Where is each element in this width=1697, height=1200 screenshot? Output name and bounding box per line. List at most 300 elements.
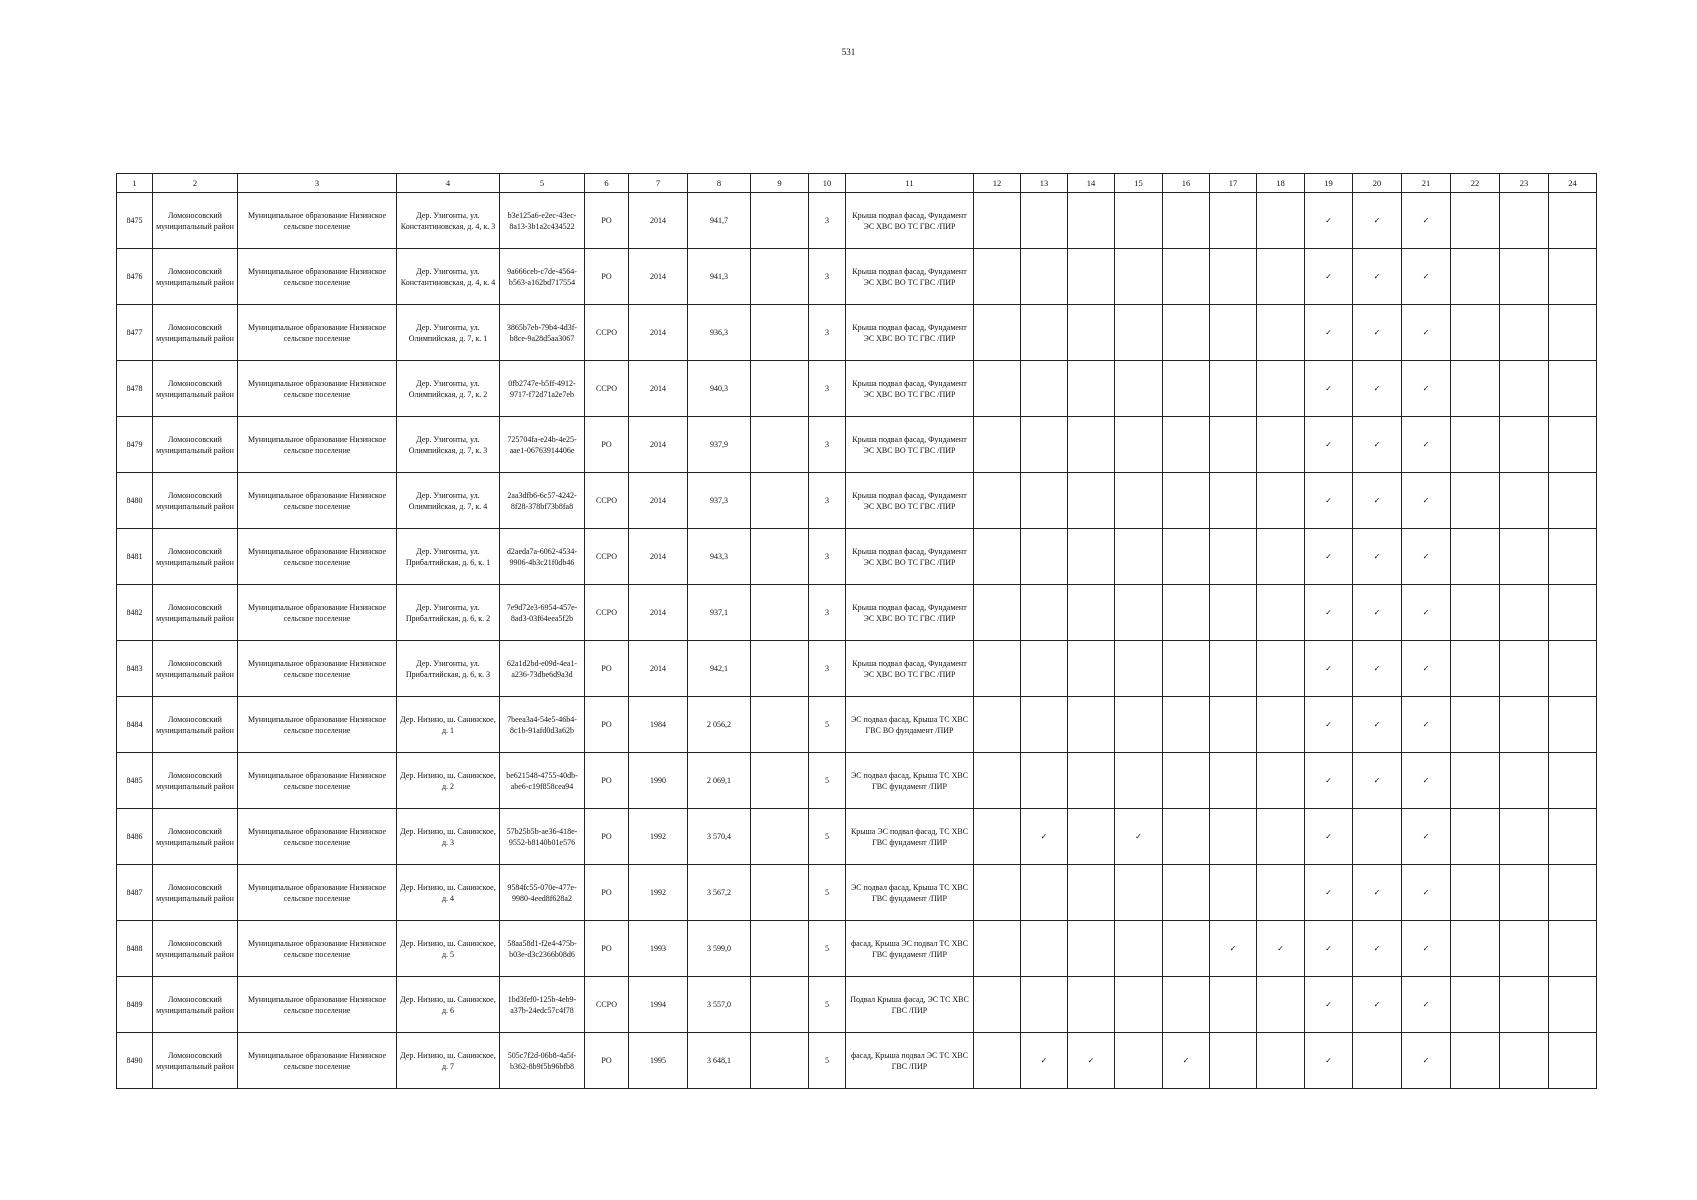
- area-cell: 3 599,0: [688, 921, 751, 977]
- district-cell: Ломоносовский муниципальный район: [153, 753, 238, 809]
- empty-cell: [1257, 193, 1305, 249]
- row-number: 8475: [117, 193, 153, 249]
- municipality-cell: Муниципальное образование Низинское сельское поселение: [238, 921, 397, 977]
- col9-cell: [751, 193, 809, 249]
- municipality-cell: Муниципальное образование Низинское сельское поселение: [238, 193, 397, 249]
- municipality-cell: Муниципальное образование Низинское сельское поселение: [238, 977, 397, 1033]
- area-cell: 3 648,1: [688, 1033, 751, 1089]
- district-cell: Ломоносовский муниципальный район: [153, 529, 238, 585]
- area-cell: 941,7: [688, 193, 751, 249]
- area-cell: 940,3: [688, 361, 751, 417]
- row-number: 8476: [117, 249, 153, 305]
- empty-cell: [1021, 249, 1068, 305]
- empty-cell: [1021, 585, 1068, 641]
- empty-cell: [974, 809, 1021, 865]
- guid-cell: d2aeda7a-6062-4534-9906-4b3c21f0db46: [500, 529, 585, 585]
- table-row: [117, 697, 1597, 753]
- works-cell: фасад, Крыша ЭС подвал ТС ХВС ГВС фундамент /ПИР: [846, 921, 974, 977]
- column-header-15: 15: [1115, 174, 1163, 193]
- column-header-21: 21: [1402, 174, 1451, 193]
- municipality-cell: Муниципальное образование Низинское сельское поселение: [238, 697, 397, 753]
- checkmark-icon: ✓: [1402, 417, 1451, 473]
- works-cell: Крыша подвал фасад, Фундамент ЭС ХВС ВО ТС ГВС /ПИР: [846, 305, 974, 361]
- checkmark-icon: ✓: [1305, 585, 1353, 641]
- year-cell: 2014: [629, 473, 688, 529]
- checkmark-icon: ✓: [1402, 585, 1451, 641]
- district-cell: Ломоносовский муниципальный район: [153, 641, 238, 697]
- district-cell: Ломоносовский муниципальный район: [153, 473, 238, 529]
- guid-cell: 57b25b5b-ae36-418e-9552-b8140b01e576: [500, 809, 585, 865]
- guid-cell: 505c7f2d-06b8-4a5f-b362-8b9f5b96bfb8: [500, 1033, 585, 1089]
- col9-cell: [751, 305, 809, 361]
- row-number: 8479: [117, 417, 153, 473]
- empty-cell: [1163, 809, 1210, 865]
- empty-cell: [1353, 1033, 1402, 1089]
- column-header-24: 24: [1549, 174, 1597, 193]
- empty-cell: [1257, 249, 1305, 305]
- column-header-20: 20: [1353, 174, 1402, 193]
- empty-cell: [974, 1033, 1021, 1089]
- checkmark-icon: ✓: [1402, 305, 1451, 361]
- checkmark-icon: ✓: [1257, 921, 1305, 977]
- empty-cell: [1021, 473, 1068, 529]
- address-cell: Дер. Узигонты, ул. Прибалтийская, д. 6, к. 1: [397, 529, 500, 585]
- checkmark-icon: ✓: [1305, 417, 1353, 473]
- col9-cell: [751, 585, 809, 641]
- address-cell: Дер. Низино, ш. Санинское, д. 1: [397, 697, 500, 753]
- checkmark-icon: ✓: [1402, 753, 1451, 809]
- year-cell: 2014: [629, 641, 688, 697]
- empty-cell: [1451, 193, 1500, 249]
- empty-cell: [1115, 249, 1163, 305]
- year-cell: 2014: [629, 249, 688, 305]
- empty-cell: [1163, 305, 1210, 361]
- column-header-14: 14: [1068, 174, 1115, 193]
- empty-cell: [974, 977, 1021, 1033]
- year-cell: 1992: [629, 865, 688, 921]
- empty-cell: [1115, 697, 1163, 753]
- empty-cell: [1549, 193, 1597, 249]
- checkmark-icon: ✓: [1402, 921, 1451, 977]
- table-row: [117, 529, 1597, 585]
- works-cell: Подвал Крыша фасад, ЭС ТС ХВС ГВС /ПИР: [846, 977, 974, 1033]
- empty-cell: [1163, 697, 1210, 753]
- empty-cell: [1163, 193, 1210, 249]
- empty-cell: [1115, 529, 1163, 585]
- row-number: 8483: [117, 641, 153, 697]
- empty-cell: [1549, 305, 1597, 361]
- municipality-cell: Муниципальное образование Низинское сельское поселение: [238, 585, 397, 641]
- checkmark-icon: ✓: [1305, 473, 1353, 529]
- empty-cell: [1210, 641, 1257, 697]
- empty-cell: [1115, 977, 1163, 1033]
- empty-cell: [1021, 305, 1068, 361]
- checkmark-icon: ✓: [1210, 921, 1257, 977]
- checkmark-icon: ✓: [1402, 809, 1451, 865]
- checkmark-icon: ✓: [1305, 977, 1353, 1033]
- checkmark-icon: ✓: [1353, 473, 1402, 529]
- checkmark-icon: ✓: [1402, 977, 1451, 1033]
- empty-cell: [1210, 249, 1257, 305]
- municipality-cell: Муниципальное образование Низинское сельское поселение: [238, 305, 397, 361]
- district-cell: Ломоносовский муниципальный район: [153, 921, 238, 977]
- empty-cell: [1451, 921, 1500, 977]
- checkmark-icon: ✓: [1353, 305, 1402, 361]
- address-cell: Дер. Узигонты, ул. Олимпийская, д. 7, к. 2: [397, 361, 500, 417]
- row-number: 8488: [117, 921, 153, 977]
- empty-cell: [974, 865, 1021, 921]
- col9-cell: [751, 697, 809, 753]
- empty-cell: [1115, 753, 1163, 809]
- empty-cell: [974, 193, 1021, 249]
- table-row: [117, 585, 1597, 641]
- empty-cell: [1210, 585, 1257, 641]
- empty-cell: [1115, 585, 1163, 641]
- year-cell: 2014: [629, 529, 688, 585]
- municipality-cell: Муниципальное образование Низинское сельское поселение: [238, 417, 397, 473]
- floors-cell: 5: [809, 809, 846, 865]
- empty-cell: [1257, 977, 1305, 1033]
- empty-cell: [1451, 809, 1500, 865]
- empty-cell: [1500, 641, 1549, 697]
- works-cell: Крыша подвал фасад, Фундамент ЭС ХВС ВО ТС ГВС /ПИР: [846, 641, 974, 697]
- guid-cell: 62a1d2bd-e09d-4ea1-a236-73dbe6d9a3d: [500, 641, 585, 697]
- address-cell: Дер. Низино, ш. Санинское, д. 4: [397, 865, 500, 921]
- guid-cell: 0fb2747e-b5ff-4912-9717-f72d71a2e7eb: [500, 361, 585, 417]
- checkmark-icon: ✓: [1305, 361, 1353, 417]
- checkmark-icon: ✓: [1353, 417, 1402, 473]
- checkmark-icon: ✓: [1353, 193, 1402, 249]
- area-cell: 937,1: [688, 585, 751, 641]
- floors-cell: 3: [809, 249, 846, 305]
- guid-cell: 9a666ceb-c7de-4564-b563-a162bd717554: [500, 249, 585, 305]
- floors-cell: 3: [809, 529, 846, 585]
- empty-cell: [1257, 1033, 1305, 1089]
- empty-cell: [1021, 417, 1068, 473]
- area-cell: 942,1: [688, 641, 751, 697]
- column-header-22: 22: [1451, 174, 1500, 193]
- empty-cell: [1163, 585, 1210, 641]
- area-cell: 2 069,1: [688, 753, 751, 809]
- empty-cell: [1549, 417, 1597, 473]
- table-row: [117, 249, 1597, 305]
- empty-cell: [1549, 865, 1597, 921]
- type-cell: ССРО: [585, 585, 629, 641]
- checkmark-icon: ✓: [1402, 473, 1451, 529]
- address-cell: Дер. Узигонты, ул. Олимпийская, д. 7, к. 4: [397, 473, 500, 529]
- empty-cell: [1451, 1033, 1500, 1089]
- col9-cell: [751, 361, 809, 417]
- type-cell: РО: [585, 193, 629, 249]
- guid-cell: 725704fa-e24b-4e25-aae1-06763914406e: [500, 417, 585, 473]
- empty-cell: [1068, 305, 1115, 361]
- type-cell: ССРО: [585, 529, 629, 585]
- checkmark-icon: ✓: [1353, 697, 1402, 753]
- empty-cell: [1068, 753, 1115, 809]
- row-number: 8477: [117, 305, 153, 361]
- year-cell: 2014: [629, 585, 688, 641]
- checkmark-icon: ✓: [1402, 529, 1451, 585]
- checkmark-icon: ✓: [1305, 529, 1353, 585]
- empty-cell: [974, 249, 1021, 305]
- empty-cell: [1451, 249, 1500, 305]
- column-header-12: 12: [974, 174, 1021, 193]
- floors-cell: 5: [809, 865, 846, 921]
- checkmark-icon: ✓: [1353, 921, 1402, 977]
- row-number: 8490: [117, 1033, 153, 1089]
- table-row: [117, 417, 1597, 473]
- empty-cell: [1257, 361, 1305, 417]
- municipality-cell: Муниципальное образование Низинское сельское поселение: [238, 529, 397, 585]
- works-cell: Крыша подвал фасад, Фундамент ЭС ХВС ВО ТС ГВС /ПИР: [846, 473, 974, 529]
- empty-cell: [1021, 697, 1068, 753]
- empty-cell: [1068, 473, 1115, 529]
- empty-cell: [1068, 809, 1115, 865]
- address-cell: Дер. Узигонты, ул. Прибалтийская, д. 6, к. 3: [397, 641, 500, 697]
- area-cell: 3 570,4: [688, 809, 751, 865]
- checkmark-icon: ✓: [1305, 865, 1353, 921]
- empty-cell: [974, 529, 1021, 585]
- empty-cell: [1210, 809, 1257, 865]
- empty-cell: [1068, 585, 1115, 641]
- type-cell: РО: [585, 865, 629, 921]
- type-cell: РО: [585, 417, 629, 473]
- area-cell: 936,3: [688, 305, 751, 361]
- works-cell: фасад, Крыша подвал ЭС ТС ХВС ГВС /ПИР: [846, 1033, 974, 1089]
- empty-cell: [1210, 1033, 1257, 1089]
- empty-cell: [974, 921, 1021, 977]
- column-header-13: 13: [1021, 174, 1068, 193]
- works-cell: Крыша подвал фасад, Фундамент ЭС ХВС ВО ТС ГВС /ПИР: [846, 417, 974, 473]
- floors-cell: 3: [809, 585, 846, 641]
- row-number: 8482: [117, 585, 153, 641]
- checkmark-icon: ✓: [1402, 1033, 1451, 1089]
- checkmark-icon: ✓: [1021, 809, 1068, 865]
- col9-cell: [751, 753, 809, 809]
- empty-cell: [1500, 193, 1549, 249]
- floors-cell: 3: [809, 193, 846, 249]
- table-body: [117, 193, 1597, 1089]
- type-cell: РО: [585, 753, 629, 809]
- empty-cell: [1451, 473, 1500, 529]
- empty-cell: [1163, 529, 1210, 585]
- area-cell: 937,9: [688, 417, 751, 473]
- empty-cell: [1163, 753, 1210, 809]
- checkmark-icon: ✓: [1353, 641, 1402, 697]
- table-row: [117, 809, 1597, 865]
- empty-cell: [1549, 529, 1597, 585]
- empty-cell: [1549, 697, 1597, 753]
- empty-cell: [1451, 753, 1500, 809]
- works-cell: Крыша подвал фасад, Фундамент ЭС ХВС ВО ТС ГВС /ПИР: [846, 585, 974, 641]
- district-cell: Ломоносовский муниципальный район: [153, 417, 238, 473]
- floors-cell: 5: [809, 1033, 846, 1089]
- empty-cell: [1021, 753, 1068, 809]
- col9-cell: [751, 865, 809, 921]
- empty-cell: [1068, 921, 1115, 977]
- empty-cell: [1021, 977, 1068, 1033]
- empty-cell: [1549, 585, 1597, 641]
- municipality-cell: Муниципальное образование Низинское сельское поселение: [238, 865, 397, 921]
- col9-cell: [751, 1033, 809, 1089]
- empty-cell: [1549, 249, 1597, 305]
- column-header-8: 8: [688, 174, 751, 193]
- checkmark-icon: ✓: [1353, 977, 1402, 1033]
- column-header-16: 16: [1163, 174, 1210, 193]
- checkmark-icon: ✓: [1305, 305, 1353, 361]
- district-cell: Ломоносовский муниципальный район: [153, 809, 238, 865]
- empty-cell: [1549, 473, 1597, 529]
- empty-cell: [1549, 753, 1597, 809]
- address-cell: Дер. Низино, ш. Санинское, д. 6: [397, 977, 500, 1033]
- empty-cell: [974, 473, 1021, 529]
- address-cell: Дер. Низино, ш. Санинское, д. 3: [397, 809, 500, 865]
- floors-cell: 3: [809, 361, 846, 417]
- floors-cell: 3: [809, 641, 846, 697]
- checkmark-icon: ✓: [1353, 249, 1402, 305]
- empty-cell: [1163, 249, 1210, 305]
- page-number: 531: [841, 47, 856, 57]
- col9-cell: [751, 473, 809, 529]
- year-cell: 2014: [629, 417, 688, 473]
- checkmark-icon: ✓: [1402, 641, 1451, 697]
- empty-cell: [1021, 529, 1068, 585]
- guid-cell: 2aa3dfb6-6c57-4242-8f28-378bf73b8fa8: [500, 473, 585, 529]
- col9-cell: [751, 249, 809, 305]
- type-cell: РО: [585, 921, 629, 977]
- area-cell: 941,3: [688, 249, 751, 305]
- row-number: 8485: [117, 753, 153, 809]
- column-header-11: 11: [846, 174, 974, 193]
- col9-cell: [751, 977, 809, 1033]
- column-header-7: 7: [629, 174, 688, 193]
- floors-cell: 3: [809, 473, 846, 529]
- area-cell: 2 056,2: [688, 697, 751, 753]
- table-row: [117, 641, 1597, 697]
- checkmark-icon: ✓: [1305, 921, 1353, 977]
- district-cell: Ломоносовский муниципальный район: [153, 865, 238, 921]
- column-number-row: [117, 174, 1597, 193]
- empty-cell: [1451, 641, 1500, 697]
- empty-cell: [1163, 361, 1210, 417]
- guid-cell: b3e125a6-e2ec-43ec-8a13-3b1a2c434522: [500, 193, 585, 249]
- year-cell: 1984: [629, 697, 688, 753]
- empty-cell: [1451, 529, 1500, 585]
- empty-cell: [1210, 361, 1257, 417]
- empty-cell: [1163, 865, 1210, 921]
- empty-cell: [1257, 585, 1305, 641]
- type-cell: ССРО: [585, 977, 629, 1033]
- row-number: 8480: [117, 473, 153, 529]
- year-cell: 1993: [629, 921, 688, 977]
- empty-cell: [1163, 641, 1210, 697]
- checkmark-icon: ✓: [1353, 361, 1402, 417]
- checkmark-icon: ✓: [1163, 1033, 1210, 1089]
- table-row: [117, 361, 1597, 417]
- column-header-23: 23: [1500, 174, 1549, 193]
- table-row: [117, 921, 1597, 977]
- empty-cell: [974, 417, 1021, 473]
- empty-cell: [1257, 697, 1305, 753]
- district-cell: Ломоносовский муниципальный район: [153, 697, 238, 753]
- type-cell: РО: [585, 249, 629, 305]
- empty-cell: [1210, 529, 1257, 585]
- district-cell: Ломоносовский муниципальный район: [153, 249, 238, 305]
- guid-cell: be621548-4755-40db-abe6-c19f858cea94: [500, 753, 585, 809]
- column-header-6: 6: [585, 174, 629, 193]
- row-number: 8478: [117, 361, 153, 417]
- municipality-cell: Муниципальное образование Низинское сельское поселение: [238, 809, 397, 865]
- empty-cell: [1210, 865, 1257, 921]
- works-cell: Крыша подвал фасад, Фундамент ЭС ХВС ВО ТС ГВС /ПИР: [846, 361, 974, 417]
- floors-cell: 3: [809, 305, 846, 361]
- district-cell: Ломоносовский муниципальный район: [153, 977, 238, 1033]
- empty-cell: [1451, 305, 1500, 361]
- empty-cell: [1451, 977, 1500, 1033]
- type-cell: РО: [585, 697, 629, 753]
- table-row: [117, 1033, 1597, 1089]
- column-header-3: 3: [238, 174, 397, 193]
- checkmark-icon: ✓: [1402, 361, 1451, 417]
- empty-cell: [1451, 361, 1500, 417]
- checkmark-icon: ✓: [1305, 193, 1353, 249]
- checkmark-icon: ✓: [1305, 753, 1353, 809]
- column-header-2: 2: [153, 174, 238, 193]
- empty-cell: [1210, 473, 1257, 529]
- checkmark-icon: ✓: [1402, 865, 1451, 921]
- district-cell: Ломоносовский муниципальный район: [153, 305, 238, 361]
- empty-cell: [1210, 193, 1257, 249]
- guid-cell: 7beea3a4-54e5-46b4-8c1b-91afd0d3a62b: [500, 697, 585, 753]
- column-header-9: 9: [751, 174, 809, 193]
- checkmark-icon: ✓: [1353, 585, 1402, 641]
- empty-cell: [1068, 193, 1115, 249]
- year-cell: 2014: [629, 193, 688, 249]
- empty-cell: [1257, 529, 1305, 585]
- year-cell: 1995: [629, 1033, 688, 1089]
- table-row: [117, 473, 1597, 529]
- works-cell: Крыша подвал фасад, Фундамент ЭС ХВС ВО ТС ГВС /ПИР: [846, 249, 974, 305]
- floors-cell: 5: [809, 697, 846, 753]
- municipality-cell: Муниципальное образование Низинское сельское поселение: [238, 361, 397, 417]
- address-cell: Дер. Узигонты, ул. Константиновская, д. 4, к. 4: [397, 249, 500, 305]
- year-cell: 2014: [629, 361, 688, 417]
- checkmark-icon: ✓: [1305, 697, 1353, 753]
- empty-cell: [1500, 921, 1549, 977]
- district-cell: Ломоносовский муниципальный район: [153, 585, 238, 641]
- municipality-cell: Муниципальное образование Низинское сельское поселение: [238, 249, 397, 305]
- column-header-1: 1: [117, 174, 153, 193]
- checkmark-icon: ✓: [1402, 697, 1451, 753]
- type-cell: РО: [585, 1033, 629, 1089]
- checkmark-icon: ✓: [1305, 809, 1353, 865]
- empty-cell: [1021, 361, 1068, 417]
- guid-cell: 3865b7eb-79b4-4d3f-b8ce-9a28d5aa3067: [500, 305, 585, 361]
- empty-cell: [1068, 417, 1115, 473]
- floors-cell: 3: [809, 417, 846, 473]
- empty-cell: [1451, 697, 1500, 753]
- empty-cell: [1549, 809, 1597, 865]
- area-cell: 3 557,0: [688, 977, 751, 1033]
- empty-cell: [1257, 305, 1305, 361]
- empty-cell: [974, 305, 1021, 361]
- empty-cell: [1257, 473, 1305, 529]
- empty-cell: [1549, 1033, 1597, 1089]
- checkmark-icon: ✓: [1353, 529, 1402, 585]
- year-cell: 1992: [629, 809, 688, 865]
- floors-cell: 5: [809, 921, 846, 977]
- empty-cell: [1500, 753, 1549, 809]
